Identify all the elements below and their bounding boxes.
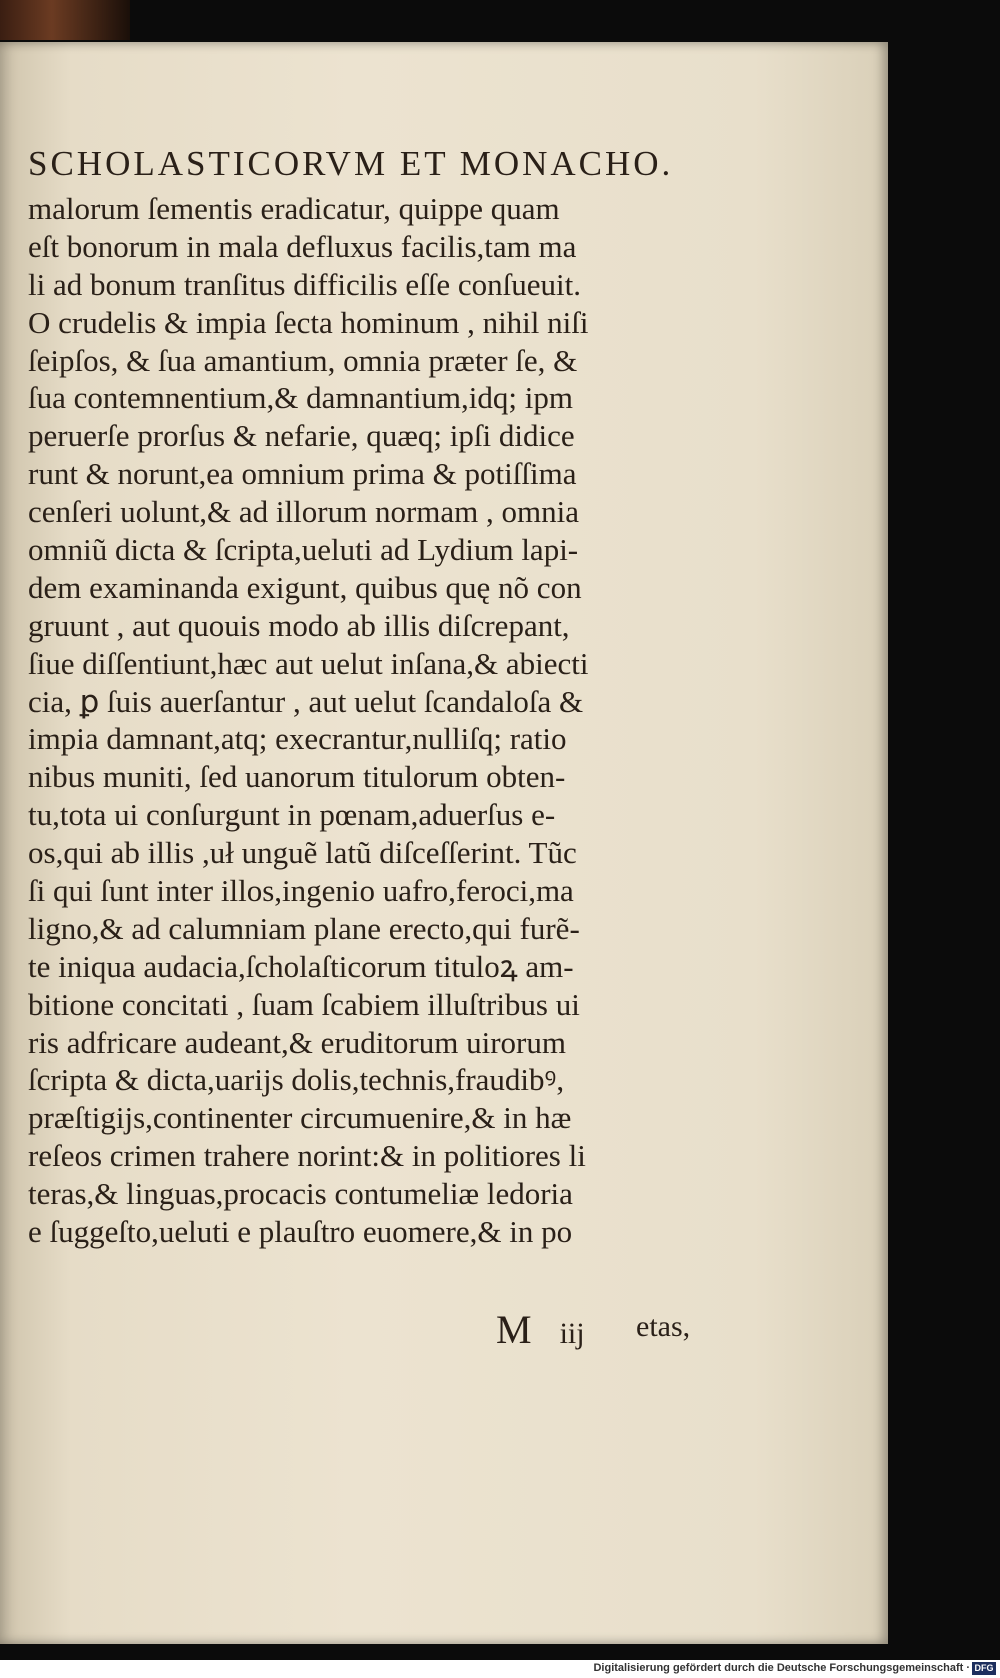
text-line: ligno,& ad calumniam plane erecto,qui furẽ- [28, 910, 580, 946]
dfg-logo-icon: DFG [972, 1662, 996, 1675]
text-line: ris adfricare audeant,& eruditorum uirorum [28, 1024, 566, 1060]
text-line: ſiue diſſentiunt,hæc aut uelut inſana,& abiecti [28, 645, 589, 681]
signature-mark [496, 1306, 585, 1353]
text-line: gruunt , aut quouis modo ab illis diſcrepant, [28, 607, 570, 643]
text-line: e ſuggeſto,ueluti e plauſtro euomere,& in po [28, 1214, 573, 1250]
text-line: dem examinanda exigunt, quibus quę nõ con [28, 569, 582, 605]
text-line: O crudelis & impia ſecta hominum , nihil niſi [28, 304, 589, 340]
text-line: reſeos crimen trahere norint:& in politiores li [28, 1138, 586, 1174]
running-header: SCHOLASTICORVM ET MONACHO. [28, 144, 674, 183]
text-line: te iniqua audacia,ſcholaſticorum tituloꝝ am- [28, 948, 574, 984]
text-line: præſtigijs,continenter circumuenire,& in hæ [28, 1100, 572, 1136]
text-line: cenſeri uolunt,& ad illorum normam , omnia [28, 494, 579, 530]
signature-letter: M [496, 1307, 532, 1352]
text-line: peruerſe prorſus & nefarie, quæq; ipſi didice [28, 418, 575, 454]
text-line: ſua contemnentium,& damnantium,idq; ipm [28, 380, 573, 416]
digitization-credit: Digitalisierung gefördert durch die Deutsche Forschungsgemeinschaft · [593, 1662, 970, 1674]
text-line: ſeipſos, & ſua amantium, omnia præter ſe, & [28, 342, 578, 378]
text-line: impia damnant,atq; execrantur,nulliſq; ratio [28, 721, 567, 757]
signature-folio: iij [559, 1317, 585, 1350]
text-line: runt & norunt,ea omnium prima & potiſſima [28, 456, 577, 492]
text-line: teras,& linguas,procacis contumeliæ ledoria [28, 1176, 573, 1212]
text-line: os,qui ab illis ,uł unguẽ latũ diſceſſerint. Tũc [28, 835, 577, 871]
text-line: tu,tota ui conſurgunt in pœnam,aduerſus e- [28, 797, 556, 833]
text-line: bitione concitati , ſuam ſcabiem illuſtribus ui [28, 986, 580, 1022]
text-line: malorum ſementis eradicatur, quippe quam [28, 191, 560, 226]
catchword: etas, [636, 1310, 691, 1343]
text-line: li ad bonum tranſitus difficilis eſſe conſueuit. [28, 266, 582, 302]
text-line: omniũ dicta & ſcripta,ueluti ad Lydium lapi- [28, 532, 579, 568]
body-text [28, 190, 728, 1251]
text-line: nibus muniti, ſed uanorum titulorum obten- [28, 759, 566, 795]
binding-edge [0, 0, 130, 40]
text-line: ſcripta & dicta,uarijs dolis,technis,fraudibꝰ, [28, 1062, 565, 1098]
text-line: cia, ꝑ ſuis auerſantur , aut uelut ſcandaloſa & [28, 683, 584, 719]
text-line: eſt bonorum in mala defluxus facilis,tam ma [28, 228, 577, 264]
text-line: ſi qui ſunt inter illos,ingenio uafro,feroci,ma [28, 873, 574, 909]
